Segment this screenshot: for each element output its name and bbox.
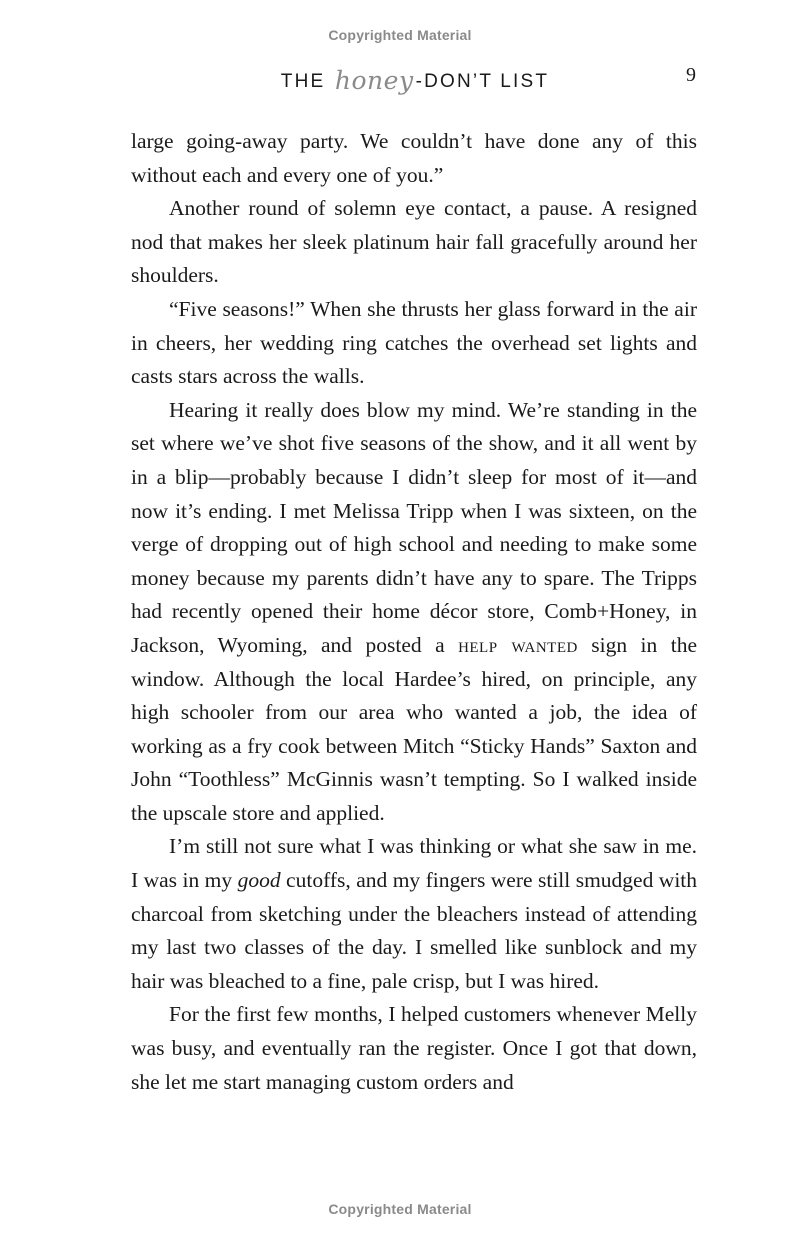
paragraph-3: “Five seasons!” When she thrusts her glass forward in the air in cheers, her wedding ring catches the overhead set lights and casts stars across the walls. (131, 296, 697, 389)
paragraph-5-part-2: cutoffs, and my fingers were still smudged with charcoal from sketching under the bleachers instead of attending my last two classes of the day. I smelled like sunblock and my hair was bleached to a fine, pale crisp, but I was hired. (131, 868, 698, 993)
emphasis-good: good (237, 868, 281, 893)
paragraph-5-part-1: I’m still not sure what I was thinking or what she saw in me. I was in my (131, 834, 697, 893)
help-wanted-smallcaps: help wanted (458, 632, 578, 657)
paragraph-4 (131, 394, 697, 831)
page-number: 9 (686, 64, 696, 86)
book-title-prefix: THE (280, 71, 333, 92)
paragraph-5 (131, 830, 697, 998)
book-title (0, 64, 800, 93)
copyright-watermark-top: Copyrighted Material (328, 27, 472, 43)
paragraph-1: large going-away party. We couldn’t have done any of this without each and every one of you.” (131, 129, 697, 187)
copyright-watermark-bottom: Copyrighted Material (328, 1201, 472, 1217)
running-header (0, 60, 800, 96)
book-title-suffix: -DON’T LIST (415, 71, 550, 92)
paragraph-4-part-1: Hearing it really does blow my mind. We’re standing in the set where we’ve shot five seasons of the show, and it all went by in a blip—probably because I didn’t sleep for most of it—and now it’s ending. I met Melissa Tripp when I was sixteen, on the verge of dropping out of high school and needing to make some money because my parents didn’t have any to spare. The Tripps had recently opened their home décor store, Comb+Honey, in Jackson, Wyoming, and posted a (131, 397, 697, 657)
paragraph-6: For the first few months, I helped customers whenever Melly was busy, and eventually ran the register. Once I got that down, she let me start managing custom orders and (131, 1002, 697, 1094)
body-text (131, 125, 697, 1099)
book-title-script: honey (334, 66, 414, 95)
paragraph-4-part-2: sign in the window. Although the local Hardee’s hired, on principle, any high schooler from our area who wanted a job, the idea of working as a fry cook between Mitch “Sticky Hands” Saxton and John “Toothless” McGinnis wasn’t tempting. So I walked inside the upscale store and applied. (131, 632, 697, 825)
paragraph-2: Another round of solemn eye contact, a pause. A resigned nod that makes her sleek platinum hair fall gracefully around her shoulders. (131, 196, 697, 288)
